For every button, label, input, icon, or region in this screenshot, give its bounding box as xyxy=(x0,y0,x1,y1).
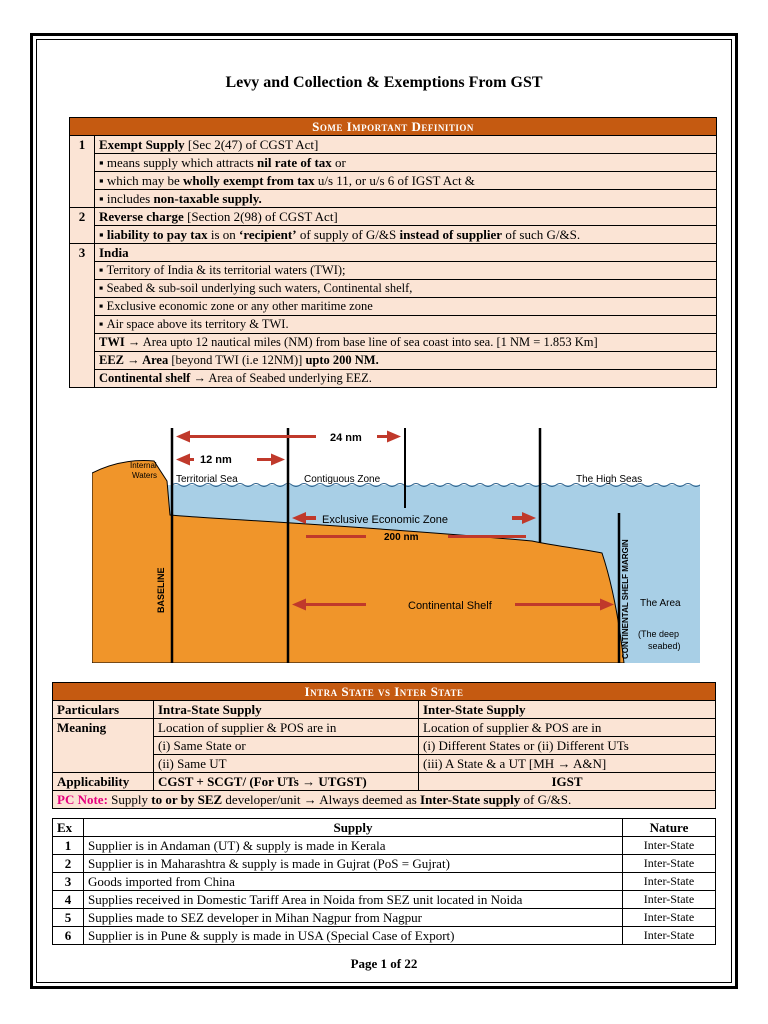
label-the-area: The Area xyxy=(640,598,681,609)
exempt-line-3: ▪ includes non-taxable supply. xyxy=(95,190,717,208)
india-line-4: ▪ Air space above its territory & TWI. xyxy=(95,316,717,334)
inter-line-2: (i) Different States or (ii) Different UTs xyxy=(419,737,716,755)
label-deep-seabed-2: seabed) xyxy=(648,641,681,651)
table-row: 6 Supplier is in Pune & supply is made in USA (Special Case of Export) Inter-State xyxy=(53,927,716,945)
label-internal: Internal xyxy=(130,461,157,470)
page-title: Levy and Collection & Exemptions From GST xyxy=(225,74,543,91)
table-row: 2 Supplier is in Maharashtra & supply is made in Gujrat (PoS = Gujrat) Inter-State xyxy=(53,855,716,873)
eez-line: EEZ → Area [beyond TWI (i.e 12NM)] upto 200 NM. xyxy=(95,352,717,370)
def-head-india: India xyxy=(95,244,717,262)
intra-inter-table xyxy=(52,682,716,809)
col-particulars: Particulars xyxy=(53,701,154,719)
col-inter: Inter-State Supply xyxy=(419,701,716,719)
india-line-2: ▪ Seabed & sub-soil underlying such waters, Continental shelf, xyxy=(95,280,717,298)
shelf-line: Continental shelf → Area of Seabed underlying EEZ. xyxy=(95,370,717,388)
page-footer: Page 1 of 22 xyxy=(350,956,418,971)
table-row: 3 Goods imported from China Inter-State xyxy=(53,873,716,891)
inter-line-3: (iii) A State & a UT [MH → A&N] xyxy=(419,755,716,773)
label-territorial-sea: Territorial Sea xyxy=(176,474,238,485)
pc-note: PC Note: Supply to or by SEZ developer/unit → Always deemed as Inter-State supply of G/&S. xyxy=(53,791,716,809)
intra-line-3: (ii) Same UT xyxy=(154,755,419,773)
exempt-line-2: ▪ which may be wholly exempt from tax u/s 11, or u/s 6 of IGST Act & xyxy=(95,172,717,190)
table-row: 4 Supplies received in Domestic Tariff Area in Noida from SEZ unit located in Noida Inter-State xyxy=(53,891,716,909)
label-12nm: 12 nm xyxy=(200,454,232,466)
label-eez: Exclusive Economic Zone xyxy=(322,514,448,526)
india-line-3: ▪ Exclusive economic zone or any other maritime zone xyxy=(95,298,717,316)
intra-inter-header: Intra State vs Inter State xyxy=(53,683,716,701)
intra-line-2: (i) Same State or xyxy=(154,737,419,755)
table-row: 5 Supplies made to SEZ developer in Mihan Nagpur from Nagpur Inter-State xyxy=(53,909,716,927)
label-waters: Waters xyxy=(132,471,158,480)
label-24nm: 24 nm xyxy=(330,432,362,444)
exempt-line-1: ▪ means supply which attracts nil rate of tax or xyxy=(95,154,717,172)
col-supply: Supply xyxy=(84,819,623,837)
definitions-table xyxy=(69,117,717,388)
table-row: 1 Supplier is in Andaman (UT) & supply is made in Kerala Inter-State xyxy=(53,837,716,855)
label-high-seas: The High Seas xyxy=(576,474,643,485)
col-intra: Intra-State Supply xyxy=(154,701,419,719)
def-num-3: 3 xyxy=(70,244,95,388)
def-head-reverse: Reverse charge [Section 2(98) of CGST Act] xyxy=(95,208,717,226)
label-baseline: BASELINE xyxy=(156,567,166,613)
def-num-1: 1 xyxy=(70,136,95,208)
maritime-zones-diagram xyxy=(92,413,700,663)
col-ex: Ex xyxy=(53,819,84,837)
label-deep-seabed-1: (The deep xyxy=(638,629,680,639)
meaning-label: Meaning xyxy=(53,719,154,773)
def-num-2: 2 xyxy=(70,208,95,244)
label-continental-shelf: Continental Shelf xyxy=(408,600,492,612)
intra-applicability: CGST + SCGT/ (For UTs → UTGST) xyxy=(154,773,419,791)
label-contiguous-zone: Contiguous Zone xyxy=(304,474,381,485)
intra-line-1: Location of supplier & POS are in xyxy=(154,719,419,737)
reverse-line: ▪ liability to pay tax is on ‘recipient’ of supply of G/&S instead of supplier of such G/&S. xyxy=(95,226,717,244)
inter-applicability: IGST xyxy=(419,773,716,791)
applicability-label: Applicability xyxy=(53,773,154,791)
label-200nm: 200 nm xyxy=(384,532,419,543)
col-nature: Nature xyxy=(623,819,716,837)
definitions-header: Some Important Definition xyxy=(70,118,717,136)
def-head-exempt: Exempt Supply [Sec 2(47) of CGST Act] xyxy=(95,136,717,154)
examples-table xyxy=(52,818,716,945)
inter-line-1: Location of supplier & POS are in xyxy=(419,719,716,737)
label-shelf-margin: CONTINENTAL SHELF MARGIN xyxy=(621,539,630,659)
twi-line: TWI → Area upto 12 nautical miles (NM) from base line of sea coast into sea. [1 NM = 1.853 Km] xyxy=(95,334,717,352)
india-line-1: ▪ Territory of India & its territorial waters (TWI); xyxy=(95,262,717,280)
